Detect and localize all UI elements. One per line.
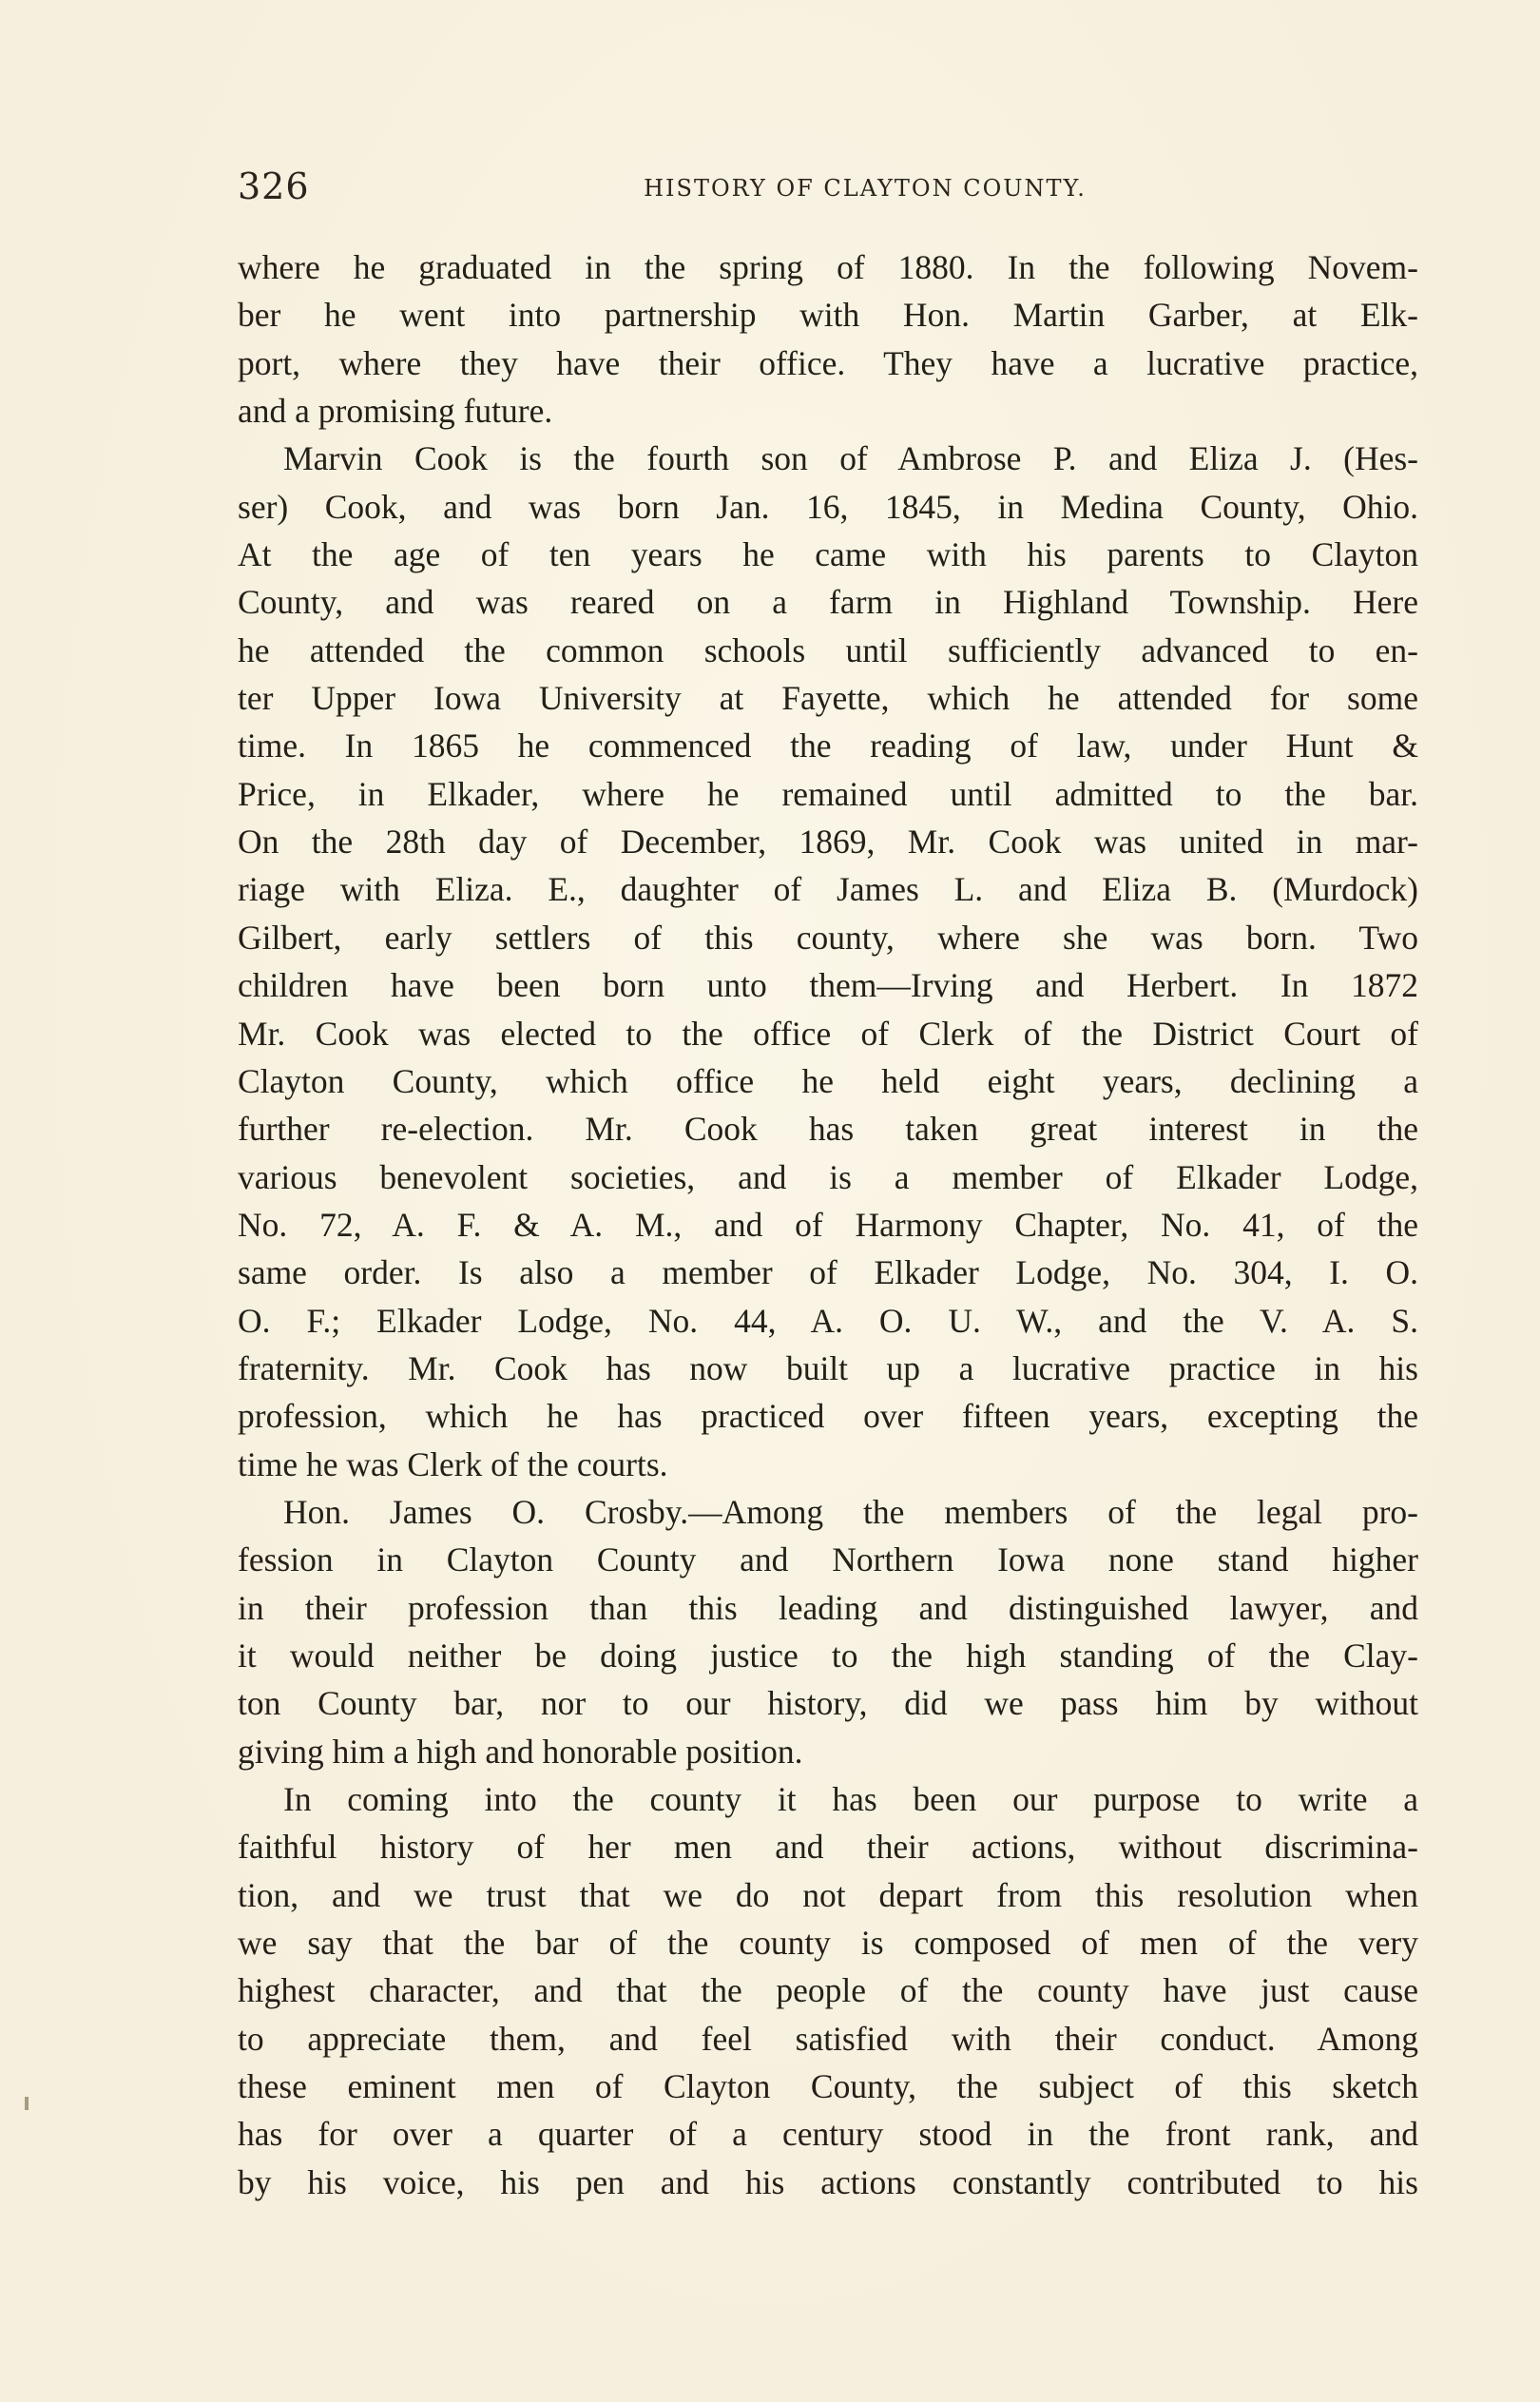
text-line: it would neither be doing justice to the high standing of the Clay-	[238, 1636, 1418, 1675]
text-line: No. 72, A. F. & A. M., and of Harmony Chapter, No. 41, of the	[238, 1205, 1418, 1244]
text-line: port, where they have their office. They have a lucrative practice,	[238, 343, 1418, 382]
text-line: ter Upper Iowa University at Fayette, which he attended for some	[238, 679, 1418, 718]
text-line: Gilbert, early settlers of this county, where she was born. Two	[238, 918, 1418, 957]
text-line: we say that the bar of the county is composed of men of the very	[238, 1924, 1418, 1963]
text-line: Mr. Cook was elected to the office of Clerk of the District Court of	[238, 1014, 1418, 1053]
text-line: At the age of ten years he came with his parents to Clayton	[238, 535, 1418, 574]
text-line: in their profession than this leading and distinguished lawyer, and	[238, 1588, 1418, 1627]
text-line: fession in Clayton County and Northern Iowa none stand higher	[238, 1540, 1418, 1579]
text-line: profession, which he has practiced over fifteen years, excepting the	[238, 1397, 1418, 1436]
page-number: 326	[238, 165, 310, 207]
text-line: various benevolent societies, and is a member of Elkader Lodge,	[238, 1157, 1418, 1196]
text-line: In coming into the county it has been our purpose to write a	[283, 1780, 1418, 1818]
text-line: County, and was reared on a farm in Highland Township. Here	[238, 583, 1418, 622]
text-line: where he graduated in the spring of 1880. In the following Novem-	[238, 248, 1418, 286]
text-line: O. F.; Elkader Lodge, No. 44, A. O. U. W., and the V. A. S.	[238, 1301, 1418, 1340]
text-line: ber he went into partnership with Hon. Martin Garber, at Elk-	[238, 296, 1418, 335]
text-line: On the 28th day of December, 1869, Mr. Cook was united in mar-	[238, 823, 1418, 862]
text-line: Clayton County, which office he held eight years, declining a	[238, 1061, 1418, 1100]
running-head: HISTORY OF CLAYTON COUNTY.	[644, 175, 1087, 202]
text-line: ser) Cook, and was born Jan. 16, 1845, in Medina County, Ohio.	[238, 487, 1418, 526]
text-line: Marvin Cook is the fourth son of Ambrose P. and Eliza J. (Hes-	[283, 439, 1418, 478]
text-line: highest character, and that the people of the county have just cause	[238, 1971, 1418, 2010]
text-line: by his voice, his pen and his actions constantly contributed to his	[238, 2162, 1418, 2201]
page-header	[238, 162, 1416, 209]
text-line: to appreciate them, and feel satisfied with their conduct. Among	[238, 2019, 1418, 2058]
body-text	[238, 243, 1418, 2206]
text-line: Hon. James O. Crosby.—Among the members of the legal pro-	[283, 1492, 1418, 1531]
text-line: further re-election. Mr. Cook has taken great interest in the	[238, 1110, 1418, 1149]
text-line: children have been born unto them—Irving and Herbert. In 1872	[238, 966, 1418, 1005]
text-line: time. In 1865 he commenced the reading of law, under Hunt &	[238, 726, 1418, 765]
text-line: giving him a high and honorable position.	[238, 1732, 803, 1771]
text-line: fraternity. Mr. Cook has now built up a lucrative practice in his	[238, 1348, 1418, 1387]
text-line: has for over a quarter of a century stood in the front rank, and	[238, 2115, 1418, 2154]
text-line: he attended the common schools until sufficiently advanced to en-	[238, 630, 1418, 669]
text-line: time he was Clerk of the courts.	[238, 1444, 668, 1483]
text-line: riage with Eliza. E., daughter of James L. and Eliza B. (Murdock)	[238, 870, 1418, 909]
text-line: Price, in Elkader, where he remained until admitted to the bar.	[238, 774, 1418, 813]
text-line: tion, and we trust that we do not depart from this resolution when	[238, 1875, 1418, 1914]
margin-mark	[25, 2097, 29, 2110]
text-line: and a promising future.	[238, 392, 553, 431]
text-line: these eminent men of Clayton County, the subject of this sketch	[238, 2067, 1418, 2106]
text-line: ton County bar, nor to our history, did we pass him by without	[238, 1684, 1418, 1723]
text-line: faithful history of her men and their actions, without discrimina-	[238, 1828, 1418, 1867]
text-line: same order. Is also a member of Elkader Lodge, No. 304, I. O.	[238, 1253, 1418, 1292]
